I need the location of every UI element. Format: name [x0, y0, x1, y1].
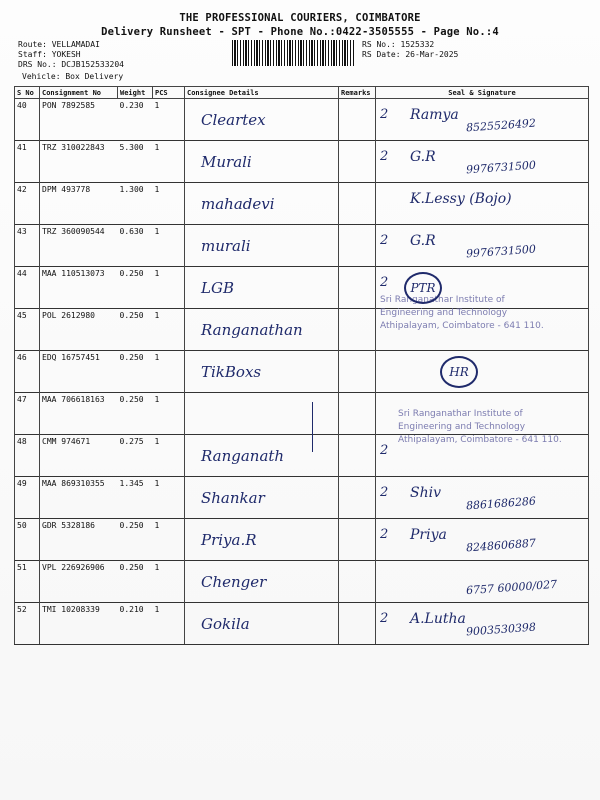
- signature-name: Priya: [410, 527, 447, 543]
- table-row: [15, 477, 589, 519]
- signature-mark: 2: [380, 527, 389, 542]
- institute-stamp-1: [380, 294, 544, 333]
- bracket-stroke: [312, 402, 313, 452]
- remarks-cell: [339, 435, 376, 477]
- handwritten-consignee: Ranganathan: [201, 321, 303, 339]
- signature-cell: [376, 99, 589, 141]
- signature-cell: [376, 141, 589, 183]
- remarks-cell: [339, 225, 376, 267]
- handwritten-consignee: LGB: [201, 279, 234, 297]
- remarks-cell: [339, 477, 376, 519]
- sno-cell: 41: [15, 141, 40, 183]
- signature-cell: [376, 351, 589, 393]
- remarks-cell: [339, 519, 376, 561]
- stamp-line-3: Athipalayam, Coimbatore - 641 110.: [398, 435, 562, 445]
- weight-cell: 0.250: [118, 267, 153, 309]
- consignment-cell: VPL 226926906: [40, 561, 118, 603]
- consignee-cell: [185, 183, 339, 225]
- consignee-cell: [185, 225, 339, 267]
- consignee-cell: [185, 477, 339, 519]
- barcode: [232, 40, 354, 66]
- stamp-line-3: Athipalayam, Coimbatore - 641 110.: [380, 321, 544, 331]
- consignee-cell: [185, 435, 339, 477]
- consignment-cell: MAA 706618163: [40, 393, 118, 435]
- sno-cell: 47: [15, 393, 40, 435]
- consignment-cell: TMI 10208339: [40, 603, 118, 645]
- table-row: [15, 225, 589, 267]
- signature-phone: 8525526492: [465, 116, 537, 135]
- pcs-cell: 1: [153, 351, 185, 393]
- consignment-cell: POL 2612980: [40, 309, 118, 351]
- stamp-line-2: Engineering and Technology: [380, 308, 508, 318]
- consignment-cell: TRZ 310022843: [40, 141, 118, 183]
- signature-mark: 2: [380, 107, 389, 122]
- consignment-cell: MAA 110513073: [40, 267, 118, 309]
- company-title: THE PROFESSIONAL COURIERS, COIMBATORE: [179, 12, 421, 24]
- table-row: [15, 99, 589, 141]
- circle-stamp-hr: HR: [440, 356, 478, 388]
- meta-right: [362, 40, 458, 60]
- handwritten-consignee: murali: [201, 237, 251, 255]
- signature-cell: [376, 519, 589, 561]
- remarks-cell: [339, 603, 376, 645]
- weight-cell: 1.345: [118, 477, 153, 519]
- signature-name: K.Lessy (Bojo): [410, 191, 512, 207]
- col-consignee: Consignee Details: [185, 87, 339, 99]
- weight-cell: 0.250: [118, 519, 153, 561]
- signature-phone: 9976731500: [465, 242, 537, 261]
- sno-cell: 51: [15, 561, 40, 603]
- consignment-cell: TRZ 360090544: [40, 225, 118, 267]
- remarks-cell: [339, 561, 376, 603]
- drs-field: DRS No.: DCJB152533204: [18, 60, 124, 69]
- remarks-cell: [339, 99, 376, 141]
- consignment-cell: EDQ 16757451: [40, 351, 118, 393]
- consignment-cell: GDR 5328186: [40, 519, 118, 561]
- remarks-cell: [339, 309, 376, 351]
- signature-phone: 8248606887: [465, 536, 537, 555]
- pcs-cell: 1: [153, 225, 185, 267]
- staff-field: Staff: YOKESH: [18, 50, 81, 59]
- remarks-cell: [339, 183, 376, 225]
- table-row: [15, 603, 589, 645]
- signature-cell: [376, 561, 589, 603]
- handwritten-consignee: Chenger: [201, 573, 267, 591]
- signature-mark: 2: [380, 485, 389, 500]
- table-row: [15, 141, 589, 183]
- signature-name: Ramya: [410, 107, 459, 123]
- consignee-cell: [185, 309, 339, 351]
- sno-cell: 52: [15, 603, 40, 645]
- signature-mark: 2: [380, 443, 389, 458]
- table-row: [15, 351, 589, 393]
- runsheet-title: Delivery Runsheet - SPT - Phone No.:0422-3505555 - Page No.:4: [101, 26, 499, 38]
- pcs-cell: 1: [153, 435, 185, 477]
- signature-cell: [376, 225, 589, 267]
- route-field: Route: VELLAMADAI: [18, 40, 100, 49]
- remarks-cell: [339, 393, 376, 435]
- table-row: [15, 519, 589, 561]
- consignment-cell: MAA 869310355: [40, 477, 118, 519]
- signature-cell: [376, 603, 589, 645]
- pcs-cell: 1: [153, 309, 185, 351]
- consignee-cell: [185, 99, 339, 141]
- signature-name: G.R: [410, 233, 436, 249]
- remarks-cell: [339, 141, 376, 183]
- pcs-cell: 1: [153, 183, 185, 225]
- sno-cell: 45: [15, 309, 40, 351]
- circle-stamp-ptr: PTR: [404, 272, 442, 304]
- pcs-cell: 1: [153, 393, 185, 435]
- consignee-cell: [185, 603, 339, 645]
- pcs-cell: 1: [153, 561, 185, 603]
- pcs-cell: 1: [153, 477, 185, 519]
- signature-cell: [376, 183, 589, 225]
- weight-cell: 0.230: [118, 99, 153, 141]
- handwritten-consignee: TikBoxs: [201, 363, 262, 381]
- sno-cell: 46: [15, 351, 40, 393]
- table-row: [15, 561, 589, 603]
- consignment-cell: PON 7892585: [40, 99, 118, 141]
- pcs-cell: 1: [153, 267, 185, 309]
- handwritten-consignee: Cleartex: [201, 111, 266, 129]
- institute-stamp-2: [398, 408, 562, 447]
- meta-left: [18, 40, 124, 70]
- handwritten-consignee: mahadevi: [201, 195, 275, 213]
- consignment-cell: CMM 974671: [40, 435, 118, 477]
- consignee-cell: [185, 141, 339, 183]
- weight-cell: 0.250: [118, 393, 153, 435]
- weight-cell: 5.300: [118, 141, 153, 183]
- remarks-cell: [339, 351, 376, 393]
- sno-cell: 44: [15, 267, 40, 309]
- handwritten-consignee: Shankar: [201, 489, 265, 507]
- signature-mark: 2: [380, 149, 389, 164]
- signature-name: Shiv: [410, 485, 441, 501]
- sno-cell: 48: [15, 435, 40, 477]
- signature-name: G.R: [410, 149, 436, 165]
- signature-name: A.Lutha: [410, 611, 466, 627]
- rs-date-field: RS Date: 26-Mar-2025: [362, 50, 459, 59]
- delivery-table: [14, 86, 589, 645]
- weight-cell: 0.250: [118, 561, 153, 603]
- pcs-cell: 1: [153, 519, 185, 561]
- handwritten-consignee: Ranganath: [201, 447, 285, 465]
- consignee-cell: [185, 267, 339, 309]
- stamp-line-1: Sri Ranganathar Institute of: [380, 295, 505, 305]
- weight-cell: 1.300: [118, 183, 153, 225]
- weight-cell: 0.250: [118, 351, 153, 393]
- stamp-line-2: Engineering and Technology: [398, 422, 526, 432]
- rs-no-field: RS No.: 1525332: [362, 40, 435, 49]
- table-header-row: [15, 87, 589, 99]
- signature-phone: 9003530398: [465, 620, 537, 639]
- weight-cell: 0.275: [118, 435, 153, 477]
- signature-phone: 9976731500: [465, 158, 537, 177]
- pcs-cell: 1: [153, 99, 185, 141]
- consignee-cell: [185, 393, 339, 435]
- col-weight: Weight: [118, 87, 153, 99]
- signature-phone: 8861686286: [465, 494, 537, 513]
- vehicle-field: Vehicle: Box Delivery: [22, 72, 124, 81]
- table-row: [15, 183, 589, 225]
- signature-mark: 2: [380, 233, 389, 248]
- handwritten-consignee: Priya.R: [201, 531, 257, 549]
- col-pcs: PCS: [153, 87, 185, 99]
- col-remarks: Remarks: [339, 87, 376, 99]
- signature-mark: 2: [380, 611, 389, 626]
- sno-cell: 42: [15, 183, 40, 225]
- sno-cell: 50: [15, 519, 40, 561]
- consignee-cell: [185, 561, 339, 603]
- signature-mark: 2: [380, 275, 389, 290]
- sno-cell: 40: [15, 99, 40, 141]
- weight-cell: 0.210: [118, 603, 153, 645]
- pcs-cell: 1: [153, 141, 185, 183]
- remarks-cell: [339, 267, 376, 309]
- consignee-cell: [185, 351, 339, 393]
- consignment-cell: DPM 493778: [40, 183, 118, 225]
- stamp-line-1: Sri Ranganathar Institute of: [398, 409, 523, 419]
- handwritten-consignee: Gokila: [201, 615, 250, 633]
- col-sno: S No: [15, 87, 40, 99]
- weight-cell: 0.250: [118, 309, 153, 351]
- signature-cell: [376, 477, 589, 519]
- handwritten-consignee: Murali: [201, 153, 252, 171]
- pcs-cell: 1: [153, 603, 185, 645]
- col-consignment: Consignment No: [40, 87, 118, 99]
- sno-cell: 43: [15, 225, 40, 267]
- sno-cell: 49: [15, 477, 40, 519]
- signature-phone: 6757 60000/027: [465, 577, 558, 598]
- weight-cell: 0.630: [118, 225, 153, 267]
- col-signature: Seal & Signature: [376, 87, 589, 99]
- consignee-cell: [185, 519, 339, 561]
